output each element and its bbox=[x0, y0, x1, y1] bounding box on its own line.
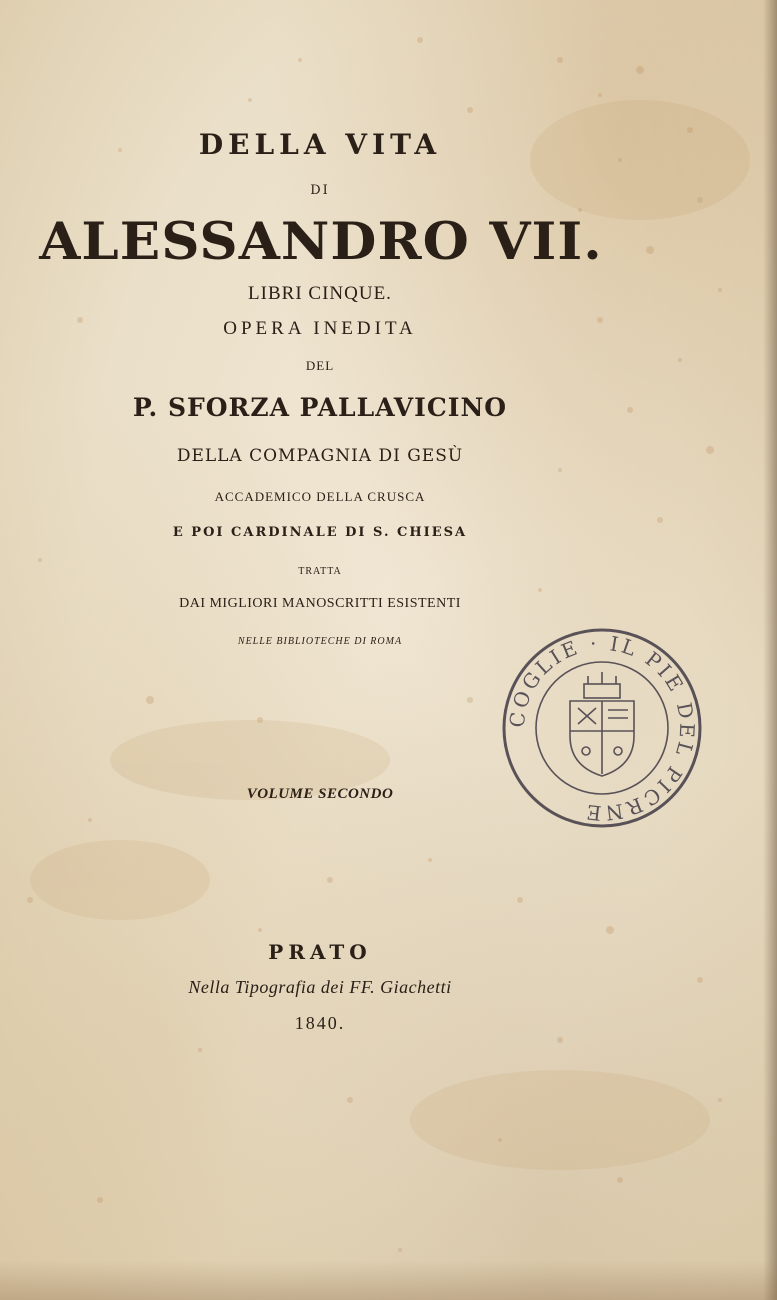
author-name: P. SFORZA PALLAVICINO bbox=[132, 393, 508, 422]
subtitle-opera-inedita: OPERA INEDITA bbox=[223, 318, 417, 339]
author-cardinal: E POI CARDINALE DI S. CHIESA bbox=[172, 525, 468, 540]
imprint-city: PRATO bbox=[268, 940, 372, 964]
volume-label: VOLUME SECONDO bbox=[246, 786, 394, 802]
title-line-di: DI bbox=[310, 183, 330, 198]
library-stamp bbox=[500, 626, 704, 830]
source-tratta: TRATTA bbox=[298, 566, 342, 577]
author-affiliation: DELLA COMPAGNIA DI GESÙ bbox=[176, 446, 464, 466]
coat-of-arms-icon bbox=[570, 672, 634, 776]
imprint-year: 1840. bbox=[294, 1013, 346, 1033]
page-edge-shadow bbox=[763, 0, 777, 1300]
imprint-printer: Nella Tipografia dei FF. Giachetti bbox=[188, 977, 452, 997]
title-line-della-vita: DELLA VITA bbox=[198, 128, 442, 161]
stamp-text: COGLIE · IL PIE DEL PICRNE bbox=[504, 630, 700, 826]
subtitle-libri-cinque: LIBRI CINQUE. bbox=[248, 283, 392, 304]
source-libraries: NELLE BIBLIOTECHE DI ROMA bbox=[237, 636, 403, 647]
page-bottom-wear bbox=[0, 1260, 777, 1300]
by-line-del: DEL bbox=[305, 358, 335, 373]
source-manuscripts: DAI MIGLIORI MANOSCRITTI ESISTENTI bbox=[179, 596, 461, 611]
main-title: ALESSANDRO VII. bbox=[39, 212, 603, 272]
author-academy: ACCADEMICO DELLA CRUSCA bbox=[214, 489, 426, 504]
